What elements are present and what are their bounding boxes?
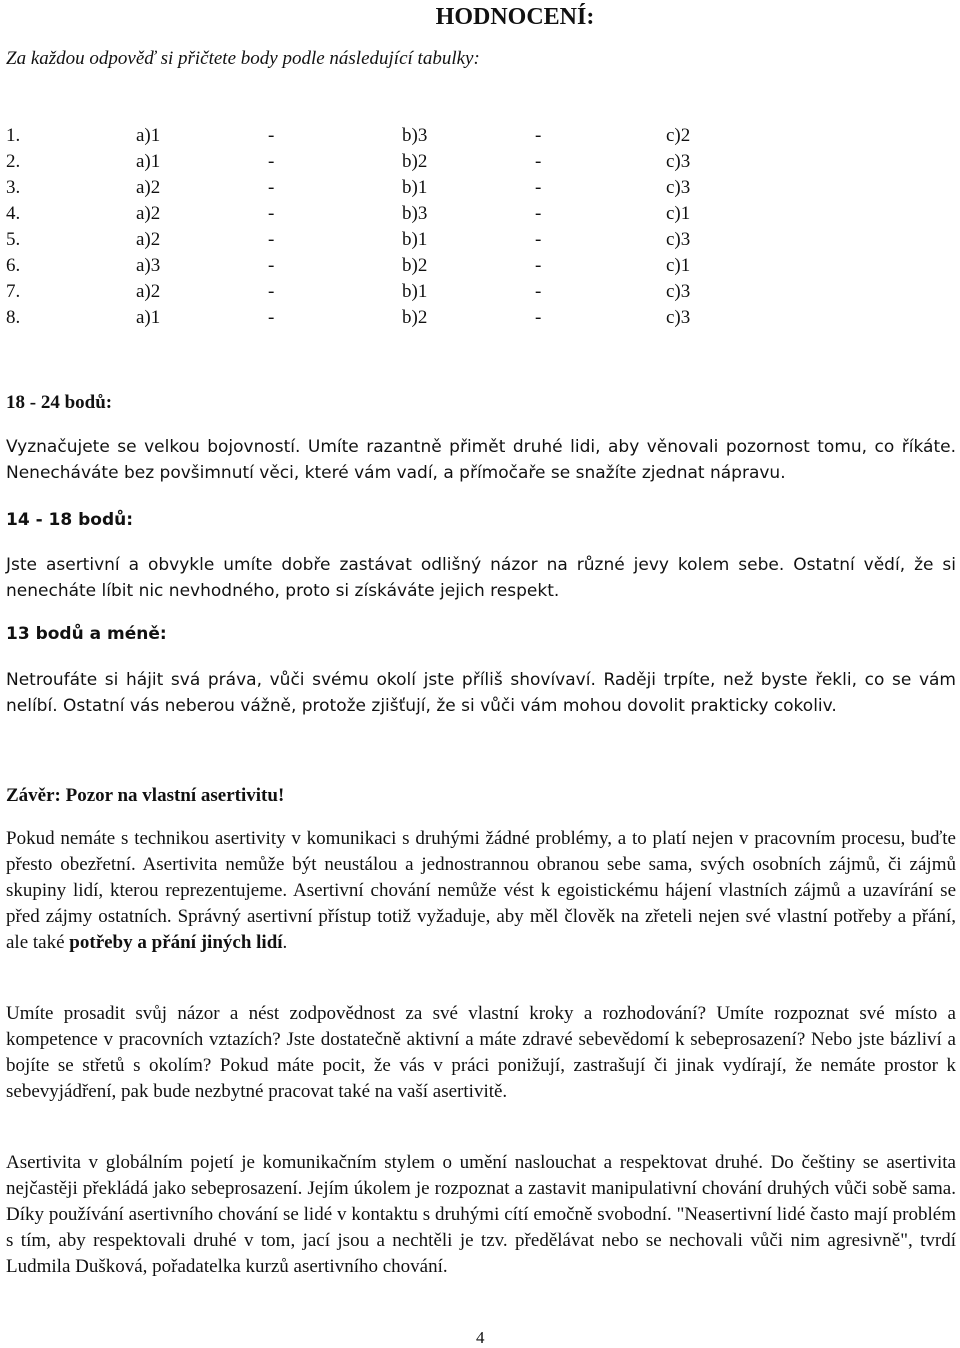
answer-b-points: b)1 bbox=[402, 177, 428, 198]
answer-b-points: b)1 bbox=[402, 229, 428, 250]
answer-a-points: a)2 bbox=[136, 177, 161, 198]
row-number: 2. bbox=[6, 151, 21, 172]
range-title-13-less: 13 bodů a méně: bbox=[6, 624, 167, 644]
separator: - bbox=[535, 255, 542, 276]
answer-b-points: b)3 bbox=[402, 203, 428, 224]
conclusion-paragraph-1 bbox=[6, 826, 956, 956]
answer-c-points: c)1 bbox=[666, 203, 691, 224]
range-title-18-24: 18 - 24 bodů: bbox=[6, 392, 113, 413]
separator: - bbox=[268, 307, 275, 328]
paragraph-text: Pokud nemáte s technikou asertivity v komunikaci s druhými žádné problémy, a to platí nejen v pracovním procesu, buďte přesto obezřetní. Asertivita nemůže být neustálou a jednostrannou obranou sebe sama, svých osobních zájmů, či zájmů skupiny lidí, kterou reprezentujeme. Asertivní chování nemůže vést k egoistickému hájení vlastních zájmů a uzavírání se před zájmy ostatních. Správný asertivní přístup totiž vyžaduje, aby měl člověk na zřeteli nejen své vlastní potřeby a přání, ale také bbox=[6, 828, 956, 953]
range-text-14-18: Jste asertivní a obvykle umíte dobře zastávat odlišný názor na různé jevy kolem sebe. Ostatní vědí, že si nenecháte líbit nic nevhodného, proto si získáváte jejich respekt. bbox=[6, 555, 956, 601]
answer-c-points: c)1 bbox=[666, 255, 691, 276]
row-number: 5. bbox=[6, 229, 21, 250]
conclusion-title: Závěr: Pozor na vlastní asertivitu! bbox=[6, 785, 285, 806]
separator: - bbox=[535, 125, 542, 146]
separator: - bbox=[535, 229, 542, 250]
separator: - bbox=[268, 151, 275, 172]
answer-a-points: a)1 bbox=[136, 151, 161, 172]
answer-c-points: c)2 bbox=[666, 125, 691, 146]
conclusion-paragraph-2: Umíte prosadit svůj názor a nést zodpovědnost za své vlastní kroky a rozhodování? Umíte rozpoznat své místo a kompetence v pracovních vztazích? Jste dostatečně aktivní a máte zdravé sebevědomí k sebeprosazení? Nebo jste bázliví a bojíte se střetů s okolím? Pokud máte pocit, že vás v práci ponižují, zastrašují či jinak vydírají, že nemáte prostor k sebevyjádření, pak bude nezbytné pracovat také na vaší asertivitě. bbox=[6, 1003, 956, 1102]
range-title-14-18: 14 - 18 bodů: bbox=[6, 510, 134, 530]
answer-b-points: b)3 bbox=[402, 125, 428, 146]
separator: - bbox=[535, 151, 542, 172]
range-text-13-less: Netroufáte si hájit svá práva, vůči svému okolí jste příliš shovívaví. Raději trpíte, než byste řekli, co se vám nelíbí. Ostatní vás neberou vážně, protože zjišťují, že si vůči vám mohou dovolit prakticky cokoliv. bbox=[6, 670, 956, 716]
separator: - bbox=[535, 203, 542, 224]
emphasis-text: potřeby a přání jiných lidí bbox=[69, 932, 283, 953]
separator: - bbox=[268, 203, 275, 224]
answer-b-points: b)2 bbox=[402, 307, 428, 328]
answer-c-points: c)3 bbox=[666, 281, 691, 302]
answer-a-points: a)2 bbox=[136, 281, 161, 302]
row-number: 1. bbox=[6, 125, 21, 146]
row-number: 6. bbox=[6, 255, 21, 276]
separator: - bbox=[268, 229, 275, 250]
separator: - bbox=[535, 307, 542, 328]
separator: - bbox=[535, 177, 542, 198]
answer-c-points: c)3 bbox=[666, 307, 691, 328]
answer-a-points: a)2 bbox=[136, 203, 161, 224]
answer-a-points: a)2 bbox=[136, 229, 161, 250]
answer-a-points: a)3 bbox=[136, 255, 161, 276]
row-number: 4. bbox=[6, 203, 21, 224]
paragraph-end: . bbox=[282, 932, 288, 953]
intro-text: Za každou odpověď si přičtete body podle následující tabulky: bbox=[6, 48, 480, 69]
page-heading: HODNOCENÍ: bbox=[435, 4, 595, 30]
conclusion-paragraph-3: Asertivita v globálním pojetí je komunikačním stylem o umění naslouchat a respektovat druhé. Do češtiny se asertivita nejčastěji překládá jako sebeprosazení. Jejím úkolem je rozpoznat a zastavit manipulativní chování druhých vůči sobě sama. Díky používání asertivního chování se lidé v kontaktu s druhými cítí emočně svobodní. "Neasertivní lidé často mají problém s tím, aby respektovali druhé v tom, jací jsou a nechtěli je tzv. předělávat nebo se nechovali vůči nim agresivně", tvrdí Ludmila Dušková, pořadatelka kurzů asertivního chování. bbox=[6, 1152, 956, 1277]
separator: - bbox=[268, 177, 275, 198]
answer-c-points: c)3 bbox=[666, 151, 691, 172]
row-number: 8. bbox=[6, 307, 21, 328]
separator: - bbox=[268, 255, 275, 276]
answer-c-points: c)3 bbox=[666, 177, 691, 198]
row-number: 7. bbox=[6, 281, 21, 302]
answer-a-points: a)1 bbox=[136, 307, 161, 328]
separator: - bbox=[268, 281, 275, 302]
separator: - bbox=[535, 281, 542, 302]
row-number: 3. bbox=[6, 177, 21, 198]
range-text-18-24: Vyznačujete se velkou bojovností. Umíte razantně přimět druhé lidi, aby věnovali pozornost tomu, co říkáte. Nenecháváte bez povšimnutí věci, které vám vadí, a přímočaře se snažíte zjednat nápravu. bbox=[6, 437, 956, 483]
answer-b-points: b)2 bbox=[402, 151, 428, 172]
answer-b-points: b)1 bbox=[402, 281, 428, 302]
separator: - bbox=[268, 125, 275, 146]
answer-a-points: a)1 bbox=[136, 125, 161, 146]
page-number: 4 bbox=[476, 1328, 485, 1347]
answer-c-points: c)3 bbox=[666, 229, 691, 250]
answer-b-points: b)2 bbox=[402, 255, 428, 276]
